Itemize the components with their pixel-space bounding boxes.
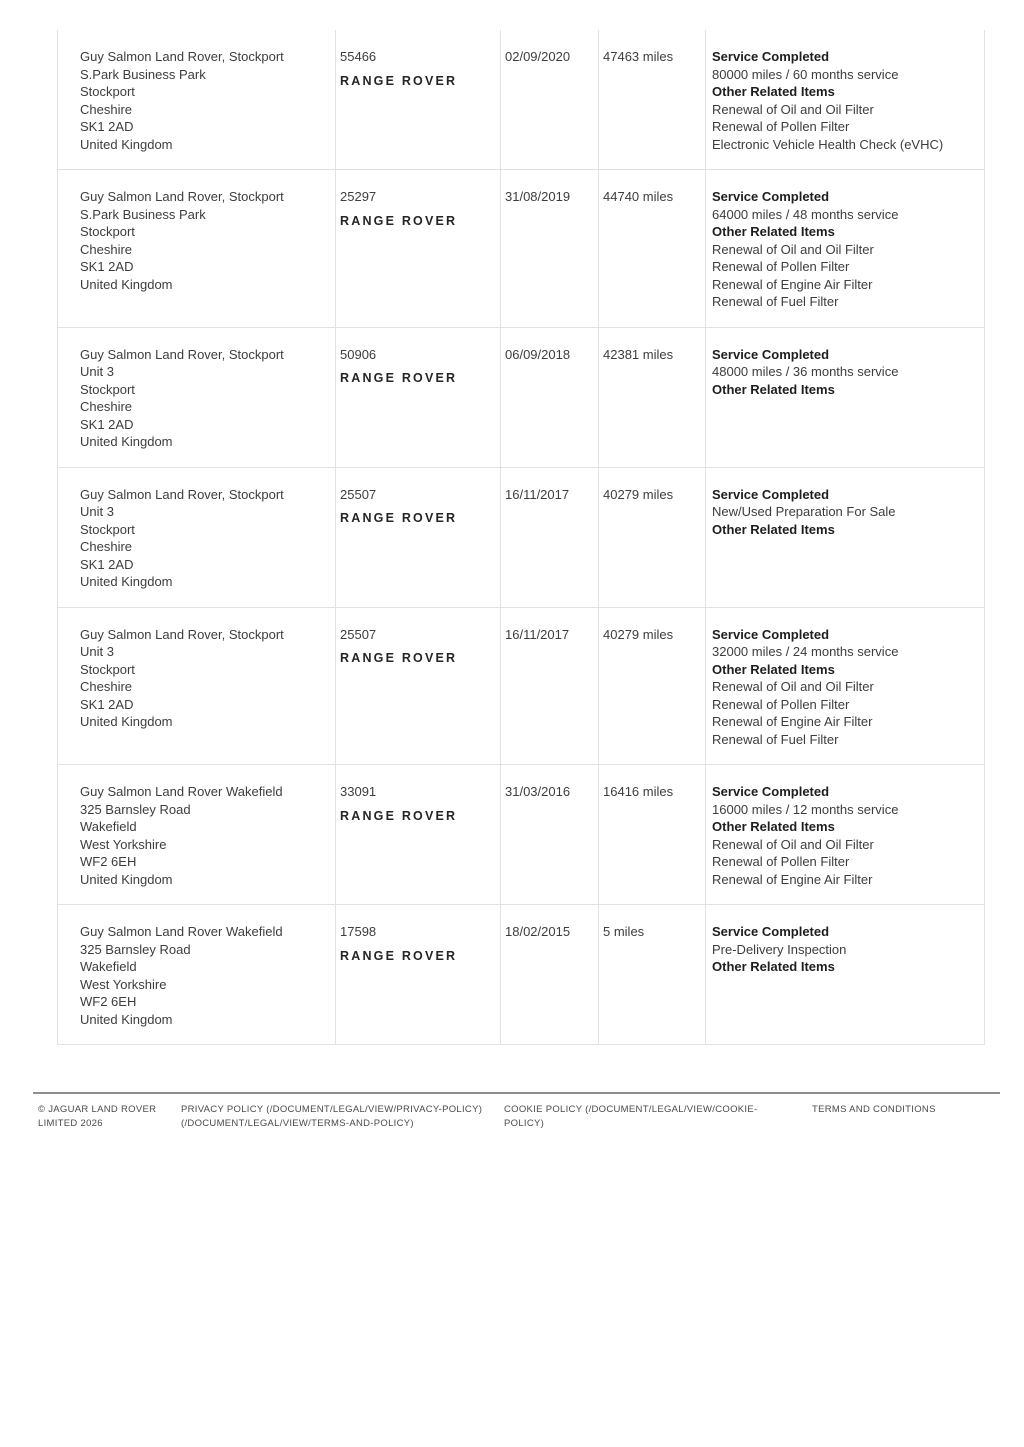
dealer-address-line: SK1 2AD <box>80 696 134 712</box>
dealer-address-line: Guy Salmon Land Rover Wakefield <box>80 784 283 799</box>
service-detail-line: Pre-Delivery Inspection <box>712 941 847 957</box>
dealer-address <box>57 765 335 904</box>
service-detail-line: 48000 miles / 36 months service <box>712 364 899 379</box>
service-detail-line: Renewal of Oil and Oil Filter <box>712 679 874 694</box>
service-detail-line: Service Completed <box>712 924 830 939</box>
dealer-address-line: Guy Salmon Land Rover, Stockport <box>80 189 284 204</box>
mileage: 40279 miles <box>598 608 705 765</box>
dealer-address-line: Guy Salmon Land Rover, Stockport <box>80 486 284 502</box>
dealer-address-line: Cheshire <box>80 399 133 414</box>
dealer-address-line: Guy Salmon Land Rover, Stockport <box>80 49 284 64</box>
dealer-address-line: United Kingdom <box>80 434 173 449</box>
mileage: 42381 miles <box>598 328 705 467</box>
mileage: 47463 miles <box>598 30 705 169</box>
service-detail-line: Service Completed <box>712 49 830 64</box>
job-number: 55466 <box>340 49 377 64</box>
range-rover-wordmark: RANGE ROVER <box>340 213 458 228</box>
range-rover-wordmark: RANGE ROVER <box>340 73 458 88</box>
copyright-notice: © JAGUAR LAND ROVER LIMITED 2026 <box>38 1104 157 1129</box>
dealer-address-line: Stockport <box>80 84 135 99</box>
range-rover-wordmark: RANGE ROVER <box>340 371 458 385</box>
dealer-address-line: Wakefield <box>80 959 137 974</box>
service-record-row <box>57 765 985 905</box>
dealer-address-line: 325 Barnsley Road <box>80 941 191 957</box>
service-detail-line: Renewal of Fuel Filter <box>712 731 839 747</box>
service-detail-line: Service Completed <box>712 189 830 204</box>
service-detail-line: Renewal of Pollen Filter <box>712 696 850 712</box>
service-detail-line: Other Related Items <box>712 381 835 397</box>
service-details <box>705 765 985 904</box>
vehicle-cell <box>335 30 500 169</box>
service-record-row <box>57 608 985 766</box>
range-rover-wordmark: RANGE ROVER <box>340 948 458 963</box>
service-date: 18/02/2015 <box>500 905 598 1044</box>
dealer-address-line: S.Park Business Park <box>80 66 206 82</box>
service-detail-line: Service Completed <box>712 486 830 502</box>
job-number: 50906 <box>340 346 377 362</box>
service-detail-line: Renewal of Oil and Oil Filter <box>712 101 874 117</box>
dealer-address-line: Stockport <box>80 381 135 397</box>
service-date: 06/09/2018 <box>500 328 598 467</box>
vehicle-cell <box>335 170 500 327</box>
service-detail-line: 32000 miles / 24 months service <box>712 644 899 659</box>
service-detail-line: Other Related Items <box>712 819 835 834</box>
service-history-table <box>57 30 985 1045</box>
dealer-address-line: WF2 6EH <box>80 994 137 1009</box>
range-rover-wordmark: RANGE ROVER <box>340 511 458 525</box>
dealer-address-line: Unit 3 <box>80 504 114 519</box>
dealer-address-line: SK1 2AD <box>80 556 134 572</box>
service-detail-line: Renewal of Pollen Filter <box>712 854 850 869</box>
dealer-address-line: West Yorkshire <box>80 976 167 992</box>
service-detail-line: Renewal of Pollen Filter <box>712 259 850 274</box>
vehicle-cell <box>335 608 500 765</box>
service-details <box>705 328 985 467</box>
dealer-address-line: Unit 3 <box>80 364 114 379</box>
dealer-address-line: United Kingdom <box>80 136 173 152</box>
dealer-address-line: SK1 2AD <box>80 416 134 432</box>
service-detail-line: 16000 miles / 12 months service <box>712 801 899 817</box>
dealer-address <box>57 30 335 169</box>
service-details <box>705 468 985 607</box>
service-date: 02/09/2020 <box>500 30 598 169</box>
service-record-row <box>57 905 985 1045</box>
service-detail-line: Renewal of Engine Air Filter <box>712 276 873 292</box>
service-details <box>705 608 985 765</box>
vehicle-cell <box>335 905 500 1044</box>
dealer-address-line: United Kingdom <box>80 574 173 589</box>
service-detail-line: Renewal of Oil and Oil Filter <box>712 241 874 257</box>
footer <box>38 1103 942 1131</box>
dealer-address-line: Guy Salmon Land Rover, Stockport <box>80 626 284 642</box>
job-number: 25507 <box>340 626 377 642</box>
dealer-address-line: West Yorkshire <box>80 836 167 852</box>
service-detail-line: Other Related Items <box>712 959 835 974</box>
vehicle-cell <box>335 328 500 467</box>
service-detail-line: Other Related Items <box>712 224 835 239</box>
job-number: 25297 <box>340 189 377 204</box>
mileage: 16416 miles <box>598 765 705 904</box>
service-date: 31/03/2016 <box>500 765 598 904</box>
service-details <box>705 170 985 327</box>
service-detail-line: Electronic Vehicle Health Check (eVHC) <box>712 136 944 152</box>
range-rover-wordmark: RANGE ROVER <box>340 808 458 823</box>
terms-and-conditions-link[interactable]: TERMS AND CONDITIONS <box>812 1104 936 1115</box>
service-details <box>705 905 985 1044</box>
dealer-address-line: SK1 2AD <box>80 259 134 274</box>
service-detail-line: Other Related Items <box>712 84 835 99</box>
dealer-address-line: Cheshire <box>80 241 133 257</box>
vehicle-cell <box>335 468 500 607</box>
dealer-address-line: Stockport <box>80 661 135 677</box>
service-detail-line: Service Completed <box>712 626 830 642</box>
dealer-address <box>57 905 335 1044</box>
dealer-address-line: Stockport <box>80 224 135 239</box>
dealer-address-line: Cheshire <box>80 101 133 117</box>
dealer-address-line: United Kingdom <box>80 714 173 729</box>
service-record-row <box>57 468 985 608</box>
service-detail-line: New/Used Preparation For Sale <box>712 504 896 519</box>
dealer-address-line: United Kingdom <box>80 276 173 292</box>
dealer-address-line: United Kingdom <box>80 1011 173 1027</box>
service-date: 16/11/2017 <box>500 608 598 765</box>
dealer-address-line: 325 Barnsley Road <box>80 801 191 817</box>
dealer-address-line: Guy Salmon Land Rover Wakefield <box>80 924 283 939</box>
dealer-address <box>57 608 335 765</box>
dealer-address-line: Unit 3 <box>80 644 114 659</box>
dealer-address-line: Cheshire <box>80 679 133 694</box>
vehicle-cell <box>335 765 500 904</box>
job-number: 33091 <box>340 784 377 799</box>
service-record-row <box>57 30 985 170</box>
service-details <box>705 30 985 169</box>
service-date: 31/08/2019 <box>500 170 598 327</box>
range-rover-wordmark: RANGE ROVER <box>340 651 458 665</box>
dealer-address <box>57 468 335 607</box>
privacy-policy-link[interactable]: PRIVACY POLICY (/DOCUMENT/LEGAL/VIEW/PRIVACY-POLICY) (/DOCUMENT/LEGAL/VIEW/TERMS-AND-POLICY) <box>181 1104 483 1129</box>
dealer-address-line: WF2 6EH <box>80 854 137 869</box>
dealer-address-line: United Kingdom <box>80 871 173 887</box>
dealer-address-line: S.Park Business Park <box>80 206 206 222</box>
dealer-address <box>57 328 335 467</box>
cookie-policy-link[interactable]: COOKIE POLICY (/DOCUMENT/LEGAL/VIEW/COOKIE-POLICY) <box>504 1104 758 1129</box>
service-detail-line: Service Completed <box>712 784 830 799</box>
service-detail-line: Renewal of Oil and Oil Filter <box>712 836 874 852</box>
service-record-row <box>57 328 985 468</box>
dealer-address-line: Wakefield <box>80 819 137 834</box>
service-detail-line: 64000 miles / 48 months service <box>712 206 899 222</box>
job-number: 25507 <box>340 486 377 502</box>
dealer-address <box>57 170 335 327</box>
service-detail-line: Renewal of Fuel Filter <box>712 294 839 309</box>
mileage: 44740 miles <box>598 170 705 327</box>
service-detail-line: 80000 miles / 60 months service <box>712 66 899 82</box>
dealer-address-line: Stockport <box>80 521 135 537</box>
service-date: 16/11/2017 <box>500 468 598 607</box>
mileage: 40279 miles <box>598 468 705 607</box>
dealer-address-line: SK1 2AD <box>80 119 134 134</box>
job-number: 17598 <box>340 924 377 939</box>
service-detail-line: Other Related Items <box>712 661 835 677</box>
footer-divider <box>33 1092 1000 1094</box>
dealer-address-line: Guy Salmon Land Rover, Stockport <box>80 346 284 362</box>
service-detail-line: Renewal of Engine Air Filter <box>712 714 873 729</box>
mileage: 5 miles <box>598 905 705 1044</box>
service-record-row <box>57 170 985 328</box>
service-detail-line: Renewal of Engine Air Filter <box>712 871 873 887</box>
service-detail-line: Renewal of Pollen Filter <box>712 119 850 134</box>
dealer-address-line: Cheshire <box>80 539 133 554</box>
service-detail-line: Other Related Items <box>712 521 835 537</box>
service-detail-line: Service Completed <box>712 346 830 362</box>
